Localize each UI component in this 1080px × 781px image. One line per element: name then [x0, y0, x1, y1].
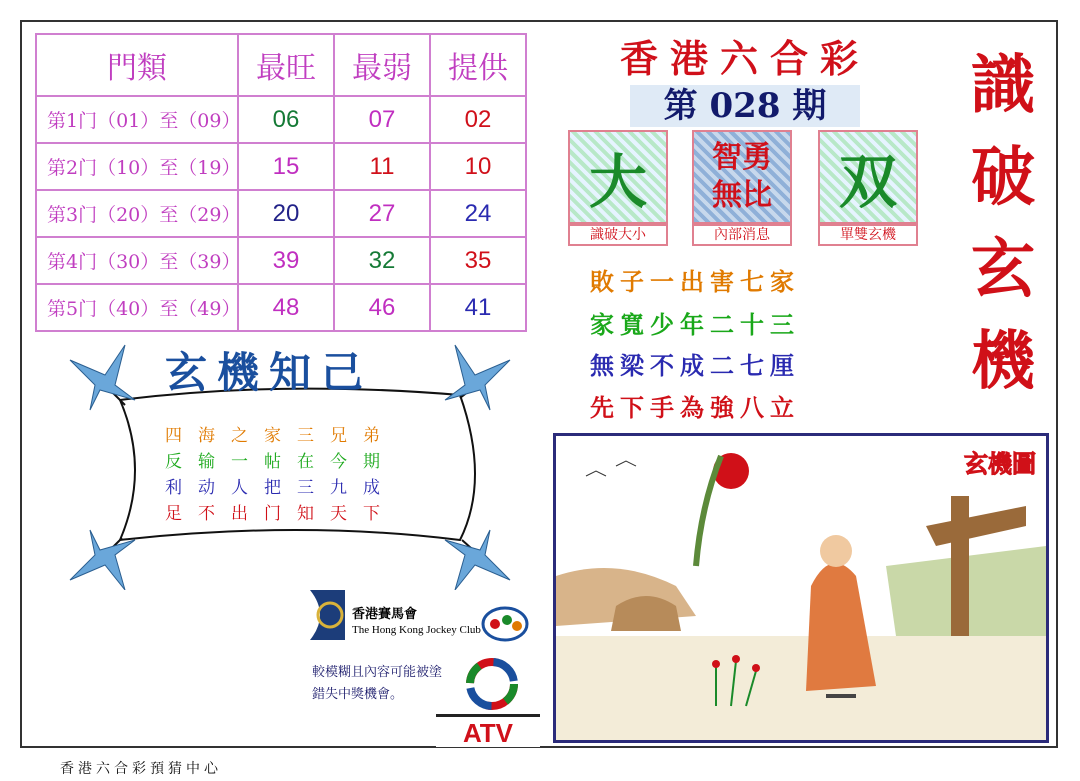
jockey-club-name-cn: 香港賽馬會: [352, 607, 418, 622]
tip-label: 內部消息: [692, 224, 792, 246]
hottest-value: 15: [238, 143, 334, 190]
scene-illustration: [556, 436, 1046, 740]
weakest-value: 07: [334, 96, 430, 143]
poem-line: 敗子一出害七家: [590, 267, 800, 296]
poem-line: 家寬少年二十三: [590, 310, 800, 339]
poem-line: 先下手為強八立: [590, 393, 800, 422]
vertical-title: [958, 40, 1048, 408]
lottery-title: 香港六合彩: [619, 36, 870, 81]
scroll-verses: [165, 423, 396, 527]
provided-value: 24: [430, 190, 526, 237]
weakest-value: 32: [334, 237, 430, 284]
vertical-char: 破: [971, 140, 1035, 215]
scroll-title: 玄機知己: [165, 348, 374, 397]
notice-line: 較模糊且內容可能被塗: [312, 665, 443, 680]
table-row: [36, 237, 526, 284]
header-hottest: 最旺: [238, 34, 334, 96]
tip-box-odd-even: [818, 130, 918, 224]
tip-box-inside: [692, 130, 792, 224]
table-row: [36, 284, 526, 331]
hottest-value: 06: [238, 96, 334, 143]
poem-line: 無梁不成二七厘: [590, 351, 800, 380]
jockey-club-logo-icon: [305, 590, 345, 640]
tip-box-size: [568, 130, 668, 224]
vertical-char: 玄: [971, 232, 1035, 307]
vertical-char: 識: [971, 48, 1035, 123]
tip-glyph: 智勇無比: [712, 140, 772, 213]
tip-glyph: 双: [838, 148, 897, 216]
number-table: [35, 33, 527, 332]
row-category: 第2门（10）至（19）: [36, 143, 238, 190]
header-provided: 提供: [430, 34, 526, 96]
table-row: [36, 96, 526, 143]
row-category: 第3门（20）至（29）: [36, 190, 238, 237]
row-category: 第5门（40）至（49）: [36, 284, 238, 331]
atv-logo-icon: [462, 655, 522, 713]
hottest-value: 20: [238, 190, 334, 237]
mark-six-logo-icon: [480, 604, 530, 644]
notice-text: [312, 662, 442, 706]
header-category: 門類: [36, 34, 238, 96]
jockey-club-name-en: The Hong Kong Jockey Club: [352, 624, 481, 636]
row-category: 第4门（30）至（39）: [36, 237, 238, 284]
weakest-value: 46: [334, 284, 430, 331]
notice-line: 錯失中獎機會。: [312, 687, 404, 702]
weakest-value: 11: [334, 143, 430, 190]
provided-value: 35: [430, 237, 526, 284]
table-row: [36, 190, 526, 237]
tip-glyph: 大: [588, 148, 647, 216]
hottest-value: 48: [238, 284, 334, 331]
scroll-line: 利动人把三九成: [165, 478, 396, 498]
vertical-char: 機: [971, 324, 1035, 399]
provided-value: 02: [430, 96, 526, 143]
weakest-value: 27: [334, 190, 430, 237]
provided-value: 41: [430, 284, 526, 331]
illustration-picture: [553, 433, 1049, 743]
table-header-row: [36, 34, 526, 96]
hottest-value: 39: [238, 237, 334, 284]
provided-value: 10: [430, 143, 526, 190]
issue-number: 第 028 期: [630, 85, 860, 127]
table-row: [36, 143, 526, 190]
scroll-line: 反输一帖在今期: [165, 452, 396, 472]
footer-text: 香港六合彩預猜中心: [60, 761, 222, 777]
scroll-line: 足不出门知天下: [165, 504, 396, 524]
picture-label: 玄機圖: [964, 449, 1036, 478]
scroll-line: 四海之家三兄弟: [165, 426, 396, 446]
header-weakest: 最弱: [334, 34, 430, 96]
tip-label: 識破大小: [568, 224, 668, 246]
atv-wordmark: ATV: [436, 714, 540, 747]
row-category: 第1门（01）至（09）: [36, 96, 238, 143]
tip-label: 單雙玄機: [818, 224, 918, 246]
